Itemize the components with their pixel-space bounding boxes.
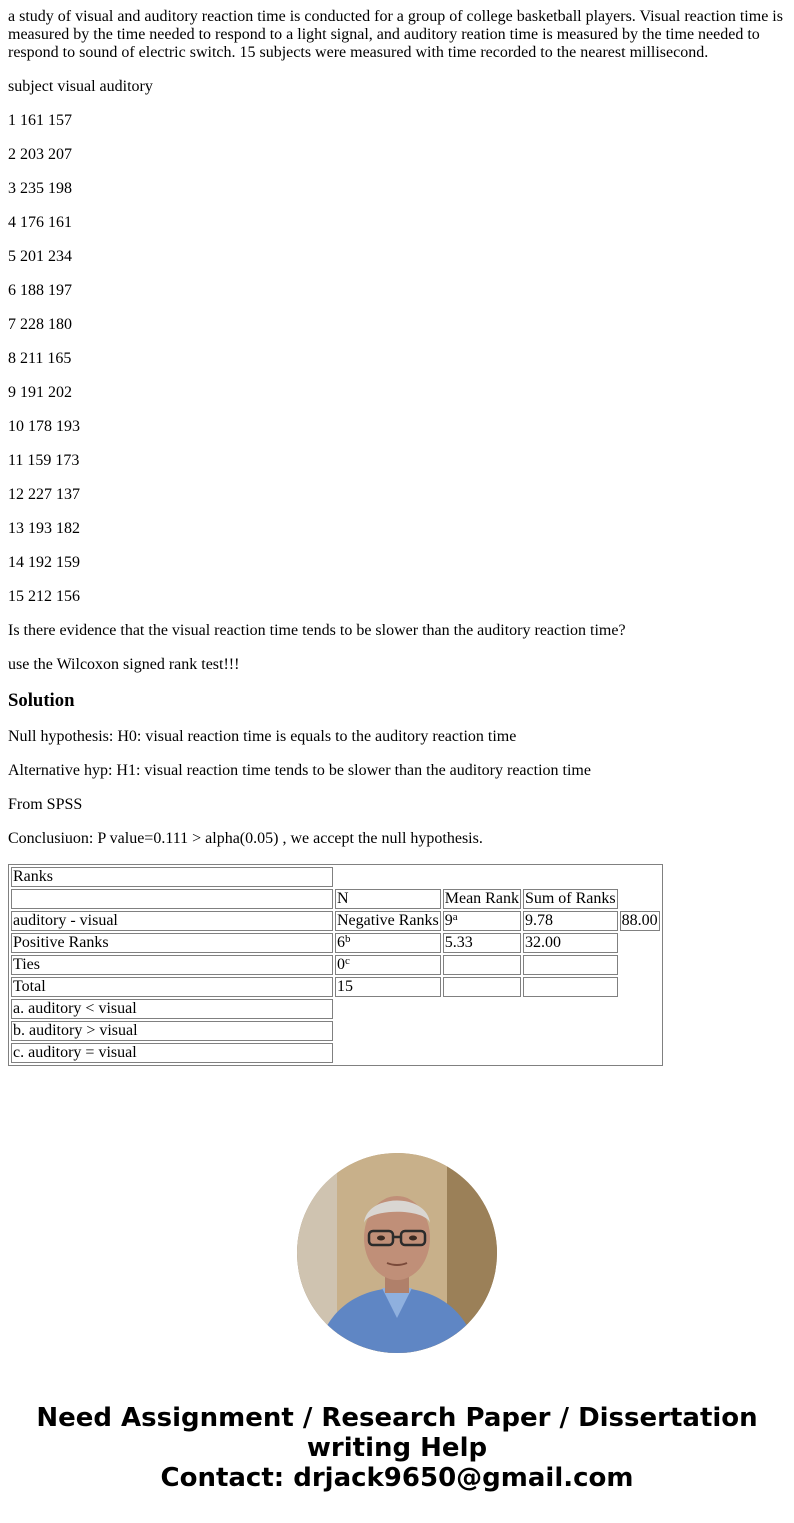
data-row: 6 188 197 xyxy=(8,282,72,299)
neg-label: Negative Ranks xyxy=(337,912,439,929)
data-row: 7 228 180 xyxy=(8,316,72,333)
ranks-table xyxy=(8,864,663,1066)
question-intro: a study of visual and auditory reaction time is conducted for a group of college basketball players. Visual reaction time is measured by the time needed to respond to a light signal, and auditory reation time is measured by the time needed to respond to sound of electric switch. 15 subjects were measured with time recorded to the nearest millisecond. xyxy=(8,8,783,61)
banner-line-3: Contact: drjack9650@gmail.com xyxy=(160,1463,634,1493)
data-row: 15 212 156 xyxy=(8,588,80,605)
neg-mean: 9.78 xyxy=(523,911,618,931)
table-title: Ranks xyxy=(11,867,333,887)
question-text: Is there evidence that the visual reaction time tends to be slower than the auditory reaction time? xyxy=(8,622,626,639)
data-row: 8 211 165 xyxy=(8,350,72,367)
pos-mean: 5.33 xyxy=(443,933,521,953)
table-cell xyxy=(523,955,618,975)
col-header-sum-of-ranks: Sum of Ranks xyxy=(524,890,616,907)
pos-sum: 32.00 xyxy=(523,933,618,953)
data-row: 4 176 161 xyxy=(8,214,72,231)
from-spss: From SPSS xyxy=(8,796,83,813)
table-row xyxy=(11,1043,660,1063)
table-cell xyxy=(523,977,618,997)
table-cell xyxy=(11,889,333,909)
null-hypothesis: Null hypothesis: H0: visual reaction time is equals to the auditory reaction time xyxy=(8,728,517,745)
data-row: 1 161 157 xyxy=(8,112,72,129)
table-row xyxy=(11,1021,660,1041)
total-n: 15 xyxy=(335,977,441,997)
data-row: 14 192 159 xyxy=(8,554,80,571)
conclusion: Conclusiuon: P value=0.111 > alpha(0.05) , we accept the null hypothesis. xyxy=(8,830,483,847)
data-row: 3 235 198 xyxy=(8,180,72,197)
data-row: 5 201 234 xyxy=(8,248,72,265)
solution-heading: Solution xyxy=(8,690,75,711)
total-label: Total xyxy=(11,977,333,997)
table-row xyxy=(11,999,660,1019)
data-row: 9 191 202 xyxy=(8,384,72,401)
table-cell xyxy=(443,955,521,975)
ties-n: 0$^c$ xyxy=(335,955,441,975)
footnote-c: c. auditory = visual xyxy=(11,1043,333,1063)
row-label: auditory - visual xyxy=(11,911,333,931)
footnote-b: b. auditory > visual xyxy=(11,1021,333,1041)
data-header-row: subject visual auditory xyxy=(8,78,153,95)
data-rows xyxy=(8,112,786,606)
contact-banner xyxy=(0,1403,794,1493)
table-row xyxy=(11,933,660,953)
data-row: 12 227 137 xyxy=(8,486,80,503)
table-row xyxy=(11,977,660,997)
data-row: 13 193 182 xyxy=(8,520,80,537)
footnote-a: a. auditory < visual xyxy=(11,999,333,1019)
neg-sum: 88.00 xyxy=(621,912,658,929)
alternative-hypothesis: Alternative hyp: H1: visual reaction time tends to be slower than the auditory reaction time xyxy=(8,762,591,779)
data-row: 2 203 207 xyxy=(8,146,72,163)
col-header-mean-rank: Mean Rank xyxy=(444,890,519,907)
table-row xyxy=(11,867,660,887)
col-header-n: N xyxy=(335,889,441,909)
pos-n: 6$^b$ xyxy=(335,933,441,953)
person-photo-icon xyxy=(297,1153,497,1353)
question-instruction: use the Wilcoxon signed rank test!!! xyxy=(8,656,240,673)
data-row: 11 159 173 xyxy=(8,452,80,469)
table-cell xyxy=(443,977,521,997)
ties-label: Ties xyxy=(11,955,333,975)
table-row xyxy=(11,911,660,931)
neg-n: 9$^a$ xyxy=(443,911,521,931)
banner-line-1: Need Assignment / Research Paper / Dissertation xyxy=(36,1403,758,1433)
table-row xyxy=(11,955,660,975)
avatar xyxy=(297,1153,497,1353)
table-row xyxy=(11,889,660,909)
banner-line-2: writing Help xyxy=(306,1433,488,1463)
pos-label: Positive Ranks xyxy=(11,933,333,953)
data-row: 10 178 193 xyxy=(8,418,80,435)
